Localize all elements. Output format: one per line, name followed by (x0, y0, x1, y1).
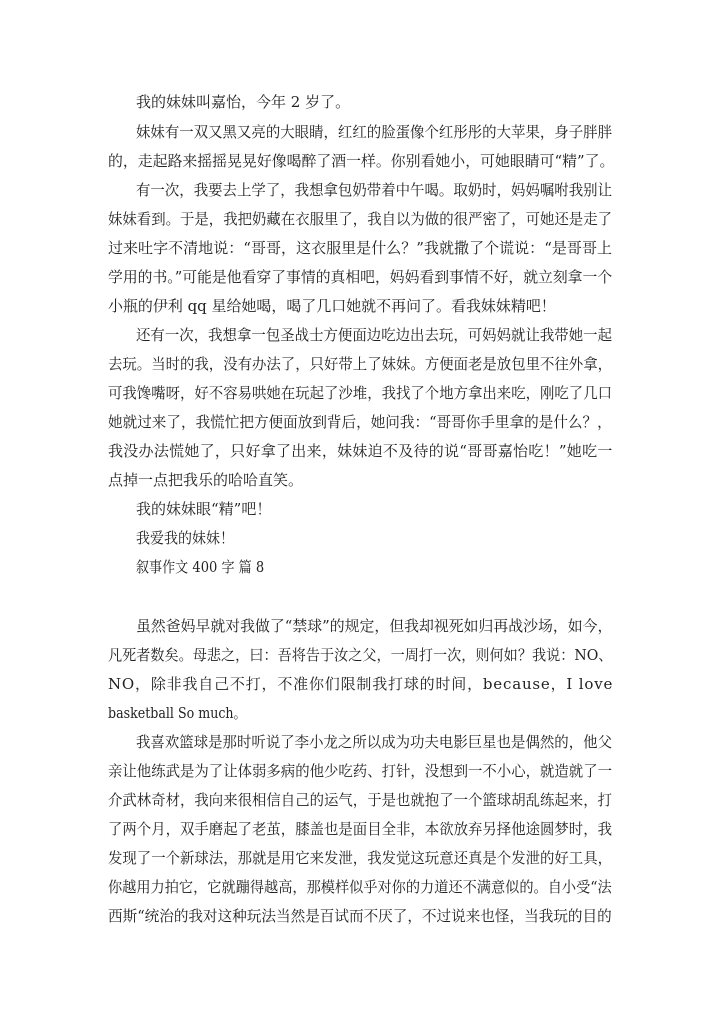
paragraph-line: 妹妹有一双又黑又亮的大眼睛，红红的脸蛋像个红彤彤的大苹果，身子胖胖 (136, 123, 613, 141)
paragraph-line: 还有一次，我想拿一包圣战士方便面边吃边出去玩，可妈妈就让我带她一起 (136, 326, 613, 344)
paragraph-line: basketball So much。 (108, 704, 247, 722)
paragraph-line: 可我馋嘴呀，好不容易哄她在玩起了沙堆，我找了个地方拿出来吃，刚吃了几口 (108, 384, 613, 402)
paragraph-line: 介武林奇材，我向来很相信自己的运气，于是也就抱了一个篮球胡乱练起来，打 (108, 791, 613, 809)
paragraph-line: 有一次，我要去上学了，我想拿包奶带着中午喝。取奶时，妈妈嘱咐我别让 (136, 181, 613, 199)
paragraph-line: 了两个月，双手磨起了老茧，膝盖也是面目全非，本欲放弃另择他途圆梦时，我 (108, 820, 613, 838)
paragraph-line: 发现了一个新球法，那就是用它来发泄，我发觉这玩意还真是个发泄的好工具， (108, 849, 613, 867)
paragraph-line: 你越用力拍它，它就蹦得越高，那模样似乎对你的力道还不满意似的。自小受“法 (108, 878, 612, 896)
section-heading: 叙事作文 400 字 篇 8 (136, 558, 265, 576)
paragraph-line: 凡死者数矣。母悲之，曰：吾将告于汝之父，一周打一次，则何如？我说：NO、 (108, 646, 613, 664)
paragraph-line: 西斯“统治的我对这种玩法当然是百试而不厌了，不过说来也怪，当我玩的目的 (108, 907, 612, 925)
paragraph-line: 过来吐字不清地说：“哥哥，这衣服里是什么？”我就撒了个谎说：“是哥哥上 (108, 239, 613, 257)
paragraph-line: 点掉一点把我乐的哈哈直笑。 (108, 471, 304, 489)
paragraph-line: 小瓶的伊利 qq 星给她喝，喝了几口她就不再问了。看我妹妹精吧！ (108, 297, 556, 315)
paragraph-line: 去玩。当时的我，没有办法了，只好带上了妹妹。方便面老是放包里不往外拿， (108, 355, 613, 373)
paragraph-line: 我喜欢篮球是那时听说了李小龙之所以成为功夫电影巨星也是偶然的，他父 (136, 733, 613, 751)
paragraph-line: 亲让他练武是为了让体弱多病的他少吃药、打针，没想到一不小心，就造就了一 (108, 762, 613, 780)
paragraph-line: 她就过来了，我慌忙把方便面放到背后，她问我：“哥哥你手里拿的是什么？， (108, 413, 612, 431)
paragraph-line: 妹妹看到。于是，我把奶藏在衣服里了，我自以为做的很严密了，可她还是走了 (108, 210, 613, 228)
paragraph-line: 我爱我的妹妹！ (136, 529, 235, 547)
paragraph-line: NO，除非我自己不打，不准你们限制我打球的时间，because，I love (108, 675, 614, 693)
paragraph-line: 我的妹妹眼“精”吧！ (136, 500, 272, 518)
paragraph-line: 的，走起路来摇摇晃晃好像喝醉了酒一样。你别看她小，可她眼睛可“精”了。 (108, 152, 615, 170)
paragraph-line: 我没办法慌她了，只好拿了出来，妹妹迫不及待的说“哥哥嘉怡吃！”她吃一 (108, 442, 613, 460)
paragraph-line: 我的妹妹叫嘉怡，今年 2 岁了。 (136, 93, 351, 111)
paragraph-line: 学用的书。”可能是他看穿了事情的真相吧，妈妈看到事情不好，就立刻拿一个 (108, 268, 613, 286)
paragraph-line: 虽然爸妈早就对我做了“禁球”的规定，但我却视死如归再战沙场，如今， (136, 617, 613, 635)
